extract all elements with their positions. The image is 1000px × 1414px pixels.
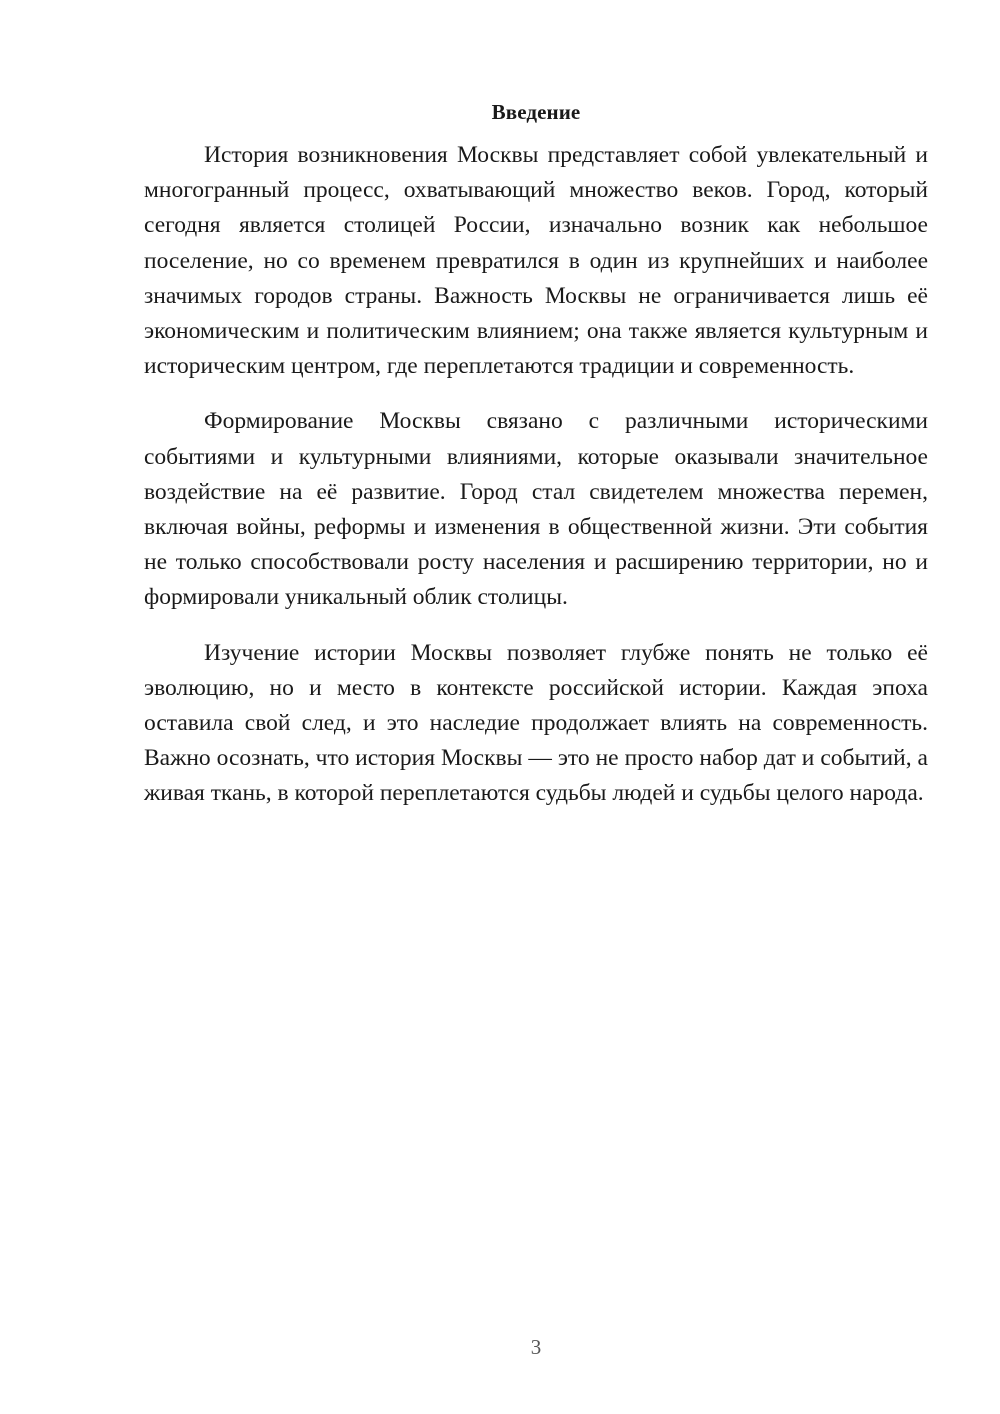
- page-content: [144, 98, 928, 832]
- paragraph-1: История возникновения Москвы представляет собой увлекательный и многогранный процесс, охватывающий множество веков. Город, который сегодня является столицей России, изначально возник как небольшое поселение, но со временем превратился в один из крупнейших и наиболее значимых городов страны. Важность Москвы не ограничивается лишь её экономическим и политическим влиянием; она также является культурным и историческим центром, где переплетаются традиции и современность.: [144, 142, 928, 380]
- page-number: 3: [530, 1335, 542, 1359]
- section-heading: Введение: [491, 100, 581, 124]
- paragraph-2: Формирование Москвы связано с различными историческими событиями и культурными влияниями, которые оказывали значительное воздействие на её развитие. Город стал свидетелем множества перемен, включая войны, реформы и изменения в общественной жизни. Эти события не только способствовали росту населения и расширению территории, но и формировали уникальный облик столицы.: [144, 408, 928, 611]
- paragraph-3: Изучение истории Москвы позволяет глубже понять не только её эволюцию, но и место в контексте российской истории. Каждая эпоха оставила свой след, и это наследие продолжает влиять на современность. Важно осознать, что история Москвы — это не просто набор дат и событий, а живая ткань, в которой переплетаются судьбы людей и судьбы целого народа.: [144, 639, 928, 807]
